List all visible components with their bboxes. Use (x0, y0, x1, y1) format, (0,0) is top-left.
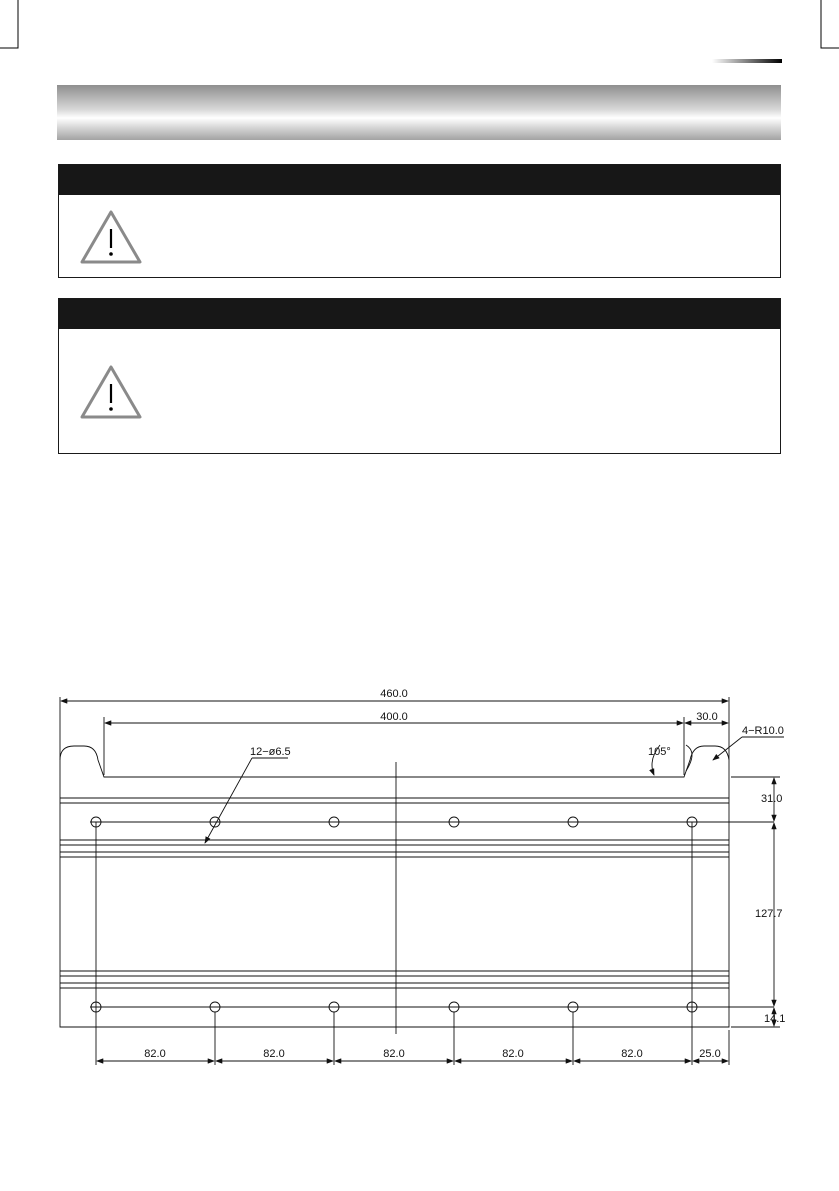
dim-hole-spacing: 82.0 (383, 1048, 405, 1060)
dim-height-bottom: 14.1 (764, 1013, 786, 1025)
dim-hole-spacing: 82.0 (144, 1048, 166, 1060)
dim-corner-radius: 4−R10.0 (742, 725, 784, 737)
dim-angle: 105° (648, 746, 671, 758)
dim-overall-width: 460.0 (380, 688, 408, 700)
dim-hole-spacing: 82.0 (263, 1048, 285, 1060)
dim-hole-spacing: 82.0 (502, 1048, 524, 1060)
dim-hole-spec: 12−ø6.5 (250, 746, 291, 758)
dim-end-offset: 30.0 (696, 711, 718, 723)
dim-inner-width: 400.0 (380, 711, 408, 723)
dim-height-mid: 127.7 (755, 908, 783, 920)
dim-height-top: 31.0 (761, 793, 783, 805)
dim-end-margin: 25.0 (699, 1048, 721, 1060)
dim-hole-spacing: 82.0 (621, 1048, 643, 1060)
